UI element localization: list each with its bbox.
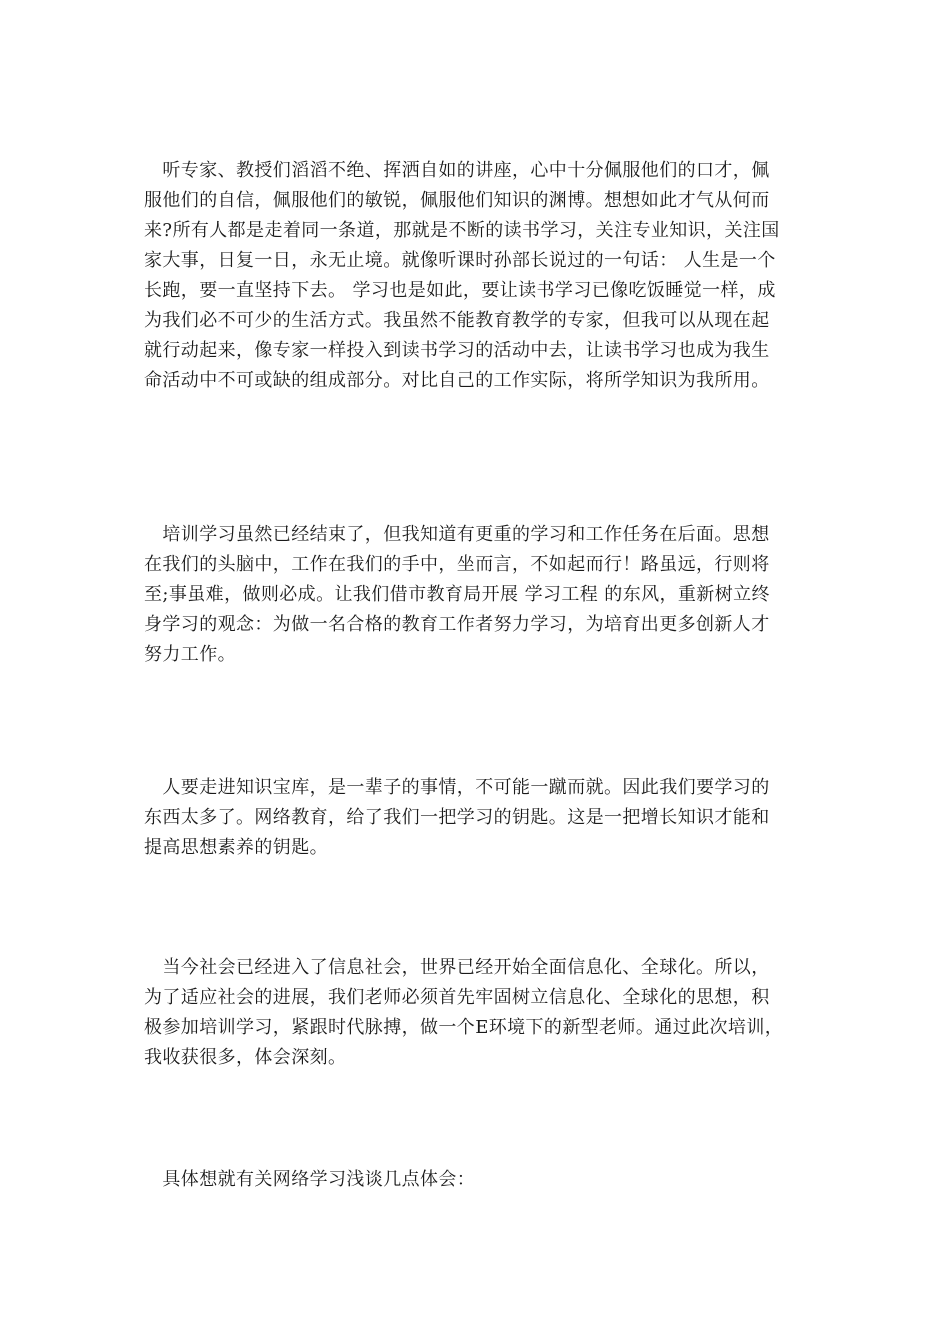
- paragraph-3: [144, 773, 810, 863]
- paragraph-2: [144, 520, 810, 670]
- text-line: 培训学习虽然已经结束了，但我知道有更重的学习和工作任务在后面。思想: [144, 524, 770, 545]
- text-line: 在我们的头脑中，工作在我们的手中，坐而言，不如起而行！路虽远，行则将: [144, 554, 770, 575]
- text-line: 命活动中不可或缺的组成部分。对比自己的工作实际，将所学知识为我所用。: [144, 370, 770, 391]
- text-line: 具体想就有关网络学习浅谈几点体会：: [144, 1169, 476, 1190]
- text-line: 至;事虽难，做则必成。让我们借市教育局开展 学习工程 的东风，重新树立终: [144, 584, 770, 605]
- text-line: 身学习的观念：为做一名合格的教育工作者努力学习，为培育出更多创新人才: [144, 614, 770, 635]
- text-line: 努力工作。: [144, 644, 236, 665]
- paragraph-4: [144, 953, 810, 1073]
- text-line: 服他们的自信，佩服他们的敏锐，佩服他们知识的渊博。想想如此才气从何而: [144, 190, 770, 211]
- text-line: 东西太多了。网络教育，给了我们一把学习的钥匙。这是一把增长知识才能和: [144, 807, 770, 828]
- text-line: 家大事，日复一日，永无止境。就像听课时孙部长说过的一句话： 人生是一个: [144, 250, 776, 271]
- text-line: 我收获很多，体会深刻。: [144, 1047, 347, 1068]
- text-line: 听专家、教授们滔滔不绝、挥洒自如的讲座，心中十分佩服他们的口才，佩: [144, 160, 770, 181]
- text-line: 长跑，要一直坚持下去。 学习也是如此，要让读书学习已像吃饭睡觉一样，成: [144, 280, 776, 301]
- text-line: 就行动起来，像专家一样投入到读书学习的活动中去，让读书学习也成为我生: [144, 340, 770, 361]
- text-line: 为我们必不可少的生活方式。我虽然不能教育教学的专家，但我可以从现在起: [144, 310, 770, 331]
- text-line: 提高思想素养的钥匙。: [144, 837, 328, 858]
- paragraph-1: [144, 156, 810, 396]
- text-line: 极参加培训学习，紧跟时代脉搏，做一个E环境下的新型老师。通过此次培训，: [144, 1017, 784, 1038]
- text-line: 来?所有人都是走着同一条道，那就是不断的读书学习，关注专业知识，关注国: [144, 220, 780, 241]
- text-line: 为了适应社会的进展，我们老师必须首先牢固树立信息化、全球化的思想，积: [144, 987, 770, 1008]
- paragraph-5: [144, 1165, 810, 1195]
- text-line: 人要走进知识宝库，是一辈子的事情，不可能一蹴而就。因此我们要学习的: [144, 777, 770, 798]
- text-line: 当今社会已经进入了信息社会，世界已经开始全面信息化、全球化。所以，: [144, 957, 770, 978]
